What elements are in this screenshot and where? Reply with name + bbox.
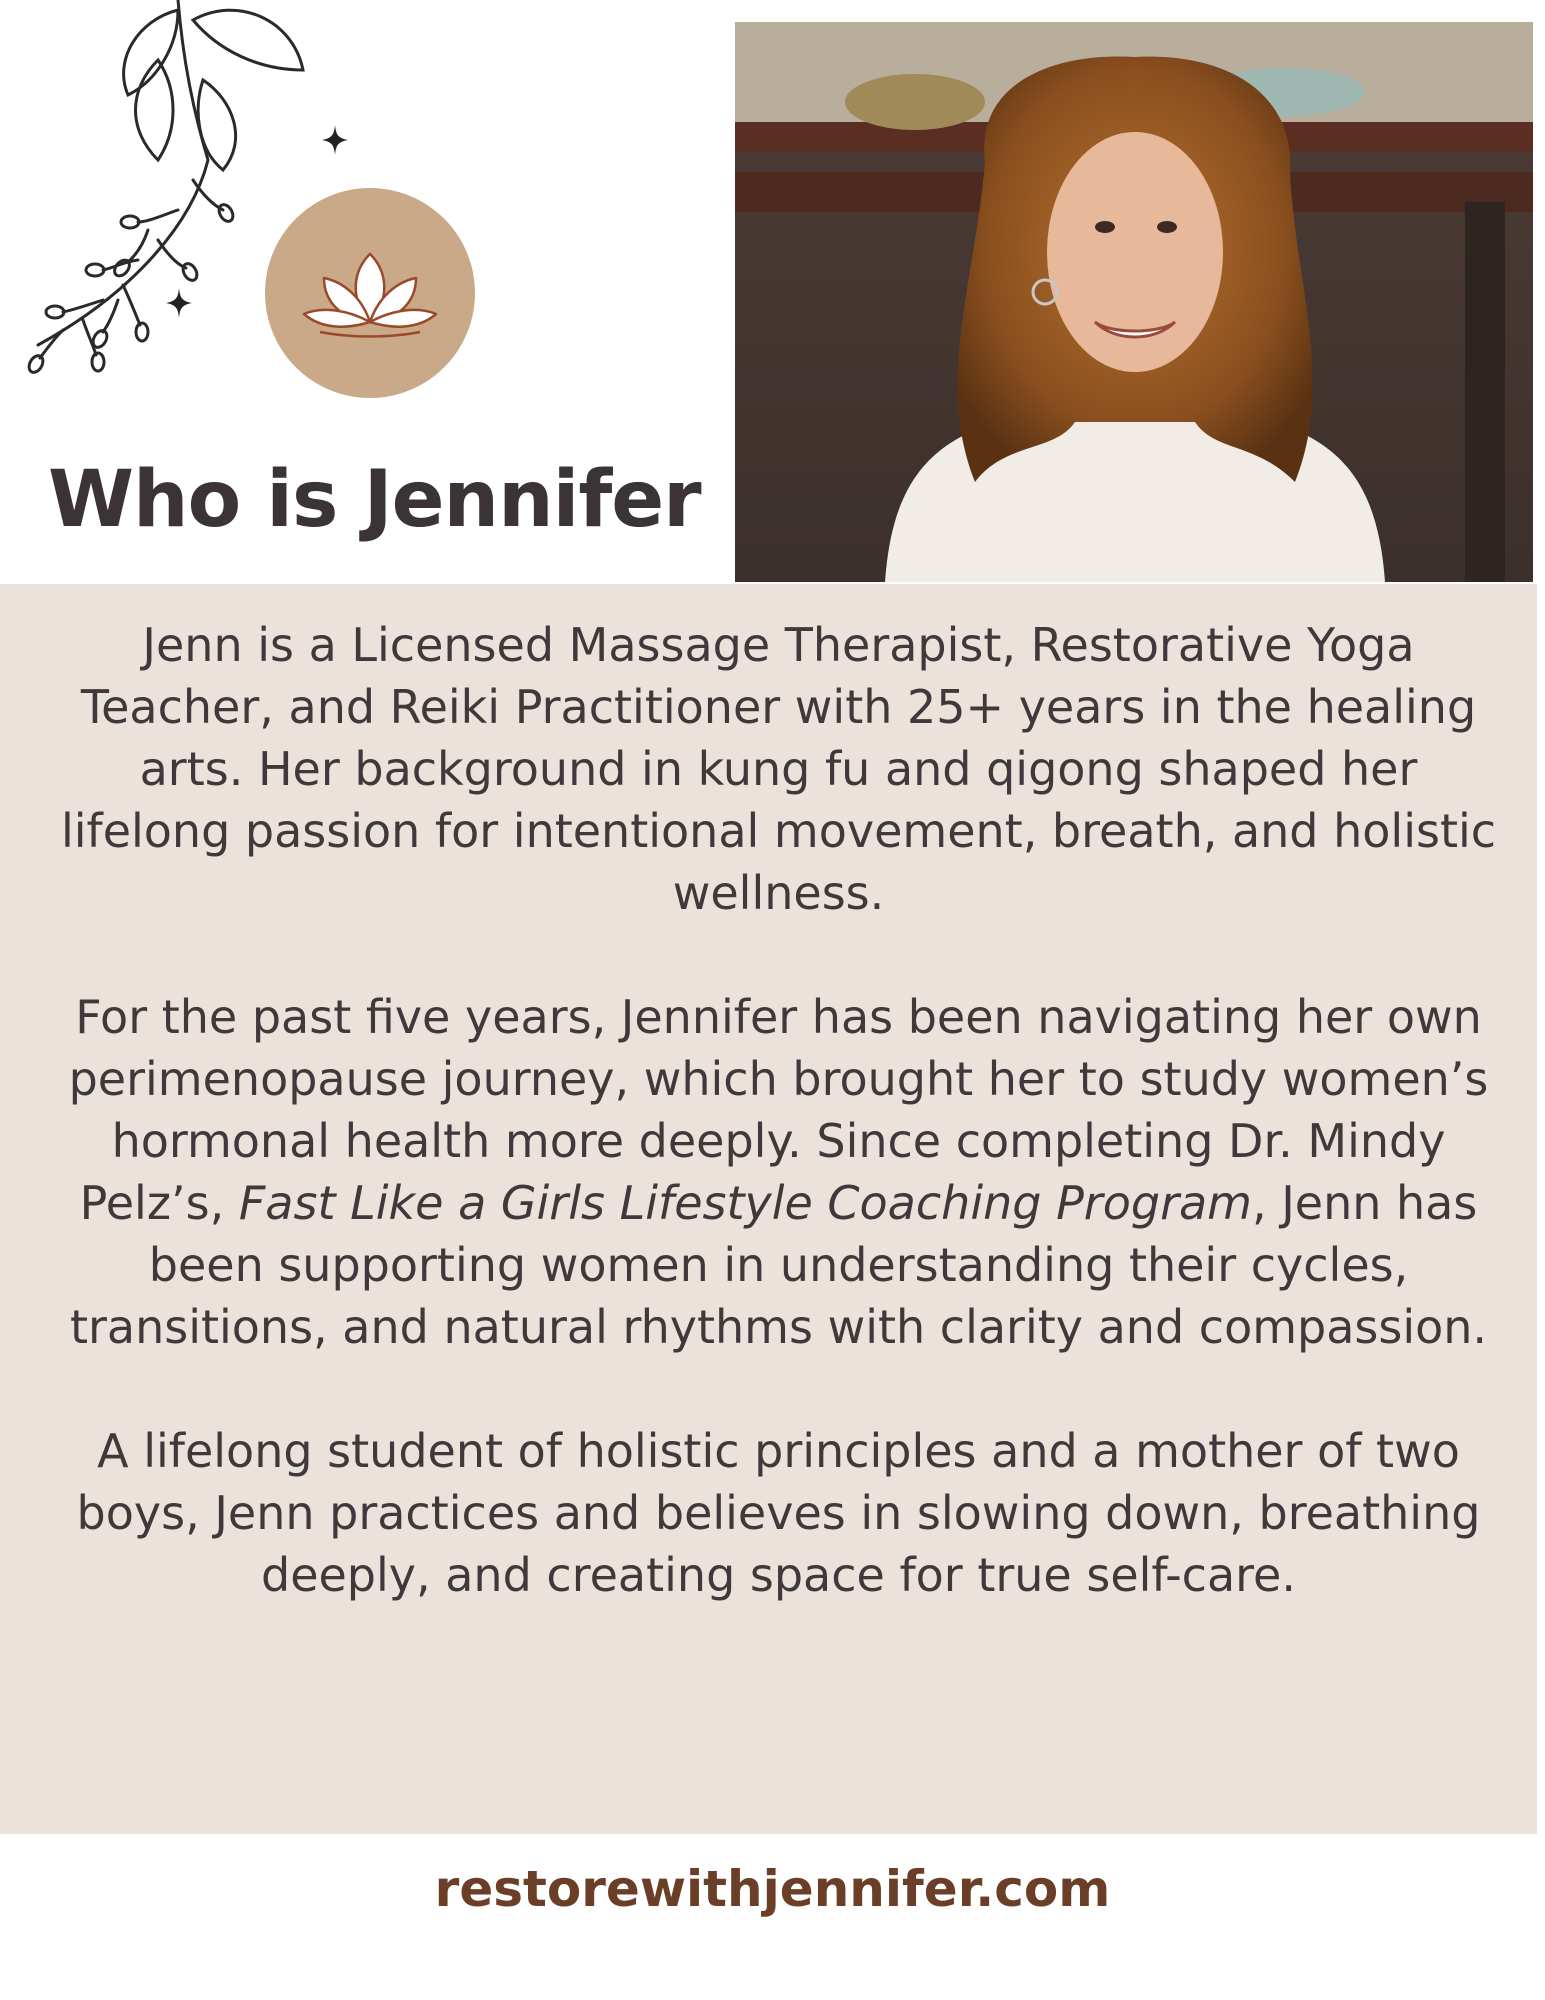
portrait-illustration [735,22,1533,582]
bio-paragraph-2-rest: , Jenn has been supporting women in understanding their cycles, transitions, and natural rhythms with clarity and compassion. [69,1176,1488,1354]
portrait-photo [735,22,1533,582]
bio-paragraph-3: A lifelong student of holistic principles and a mother of two boys, Jenn practices and believes in slowing down, breathing deeply, and creating space for true self-care. [76,1424,1481,1602]
lotus-icon [300,248,440,338]
website-link[interactable]: restorewithjennifer.com [434,1860,1111,1918]
bio-panel [0,584,1537,1834]
bio-paragraph-2-intro: For the past five years, Jennifer has been navigating her own perimenopause journey, which brought her to study women’s hormonal health more deeply. Since completing Dr. Mindy Pelz’s, [68,990,1489,1230]
sparkle-icon [166,288,192,318]
page-title: Who is Jennifer [48,455,701,545]
bio-paragraph-2 [60,986,1497,1358]
bio-paragraph-1: Jenn is a Licensed Massage Therapist, Restorative Yoga Teacher, and Reiki Practitioner with 25+ years in the healing arts. Her background in kung fu and qigong shaped her lifelong passion for intentional movement, breath, and holistic wellness. [60,618,1497,920]
sparkle-icon [322,125,348,155]
bio-text [60,614,1497,1668]
program-name: Fast Like a Girls Lifestyle Coaching Program [238,1176,1252,1230]
lotus-badge [265,188,475,398]
